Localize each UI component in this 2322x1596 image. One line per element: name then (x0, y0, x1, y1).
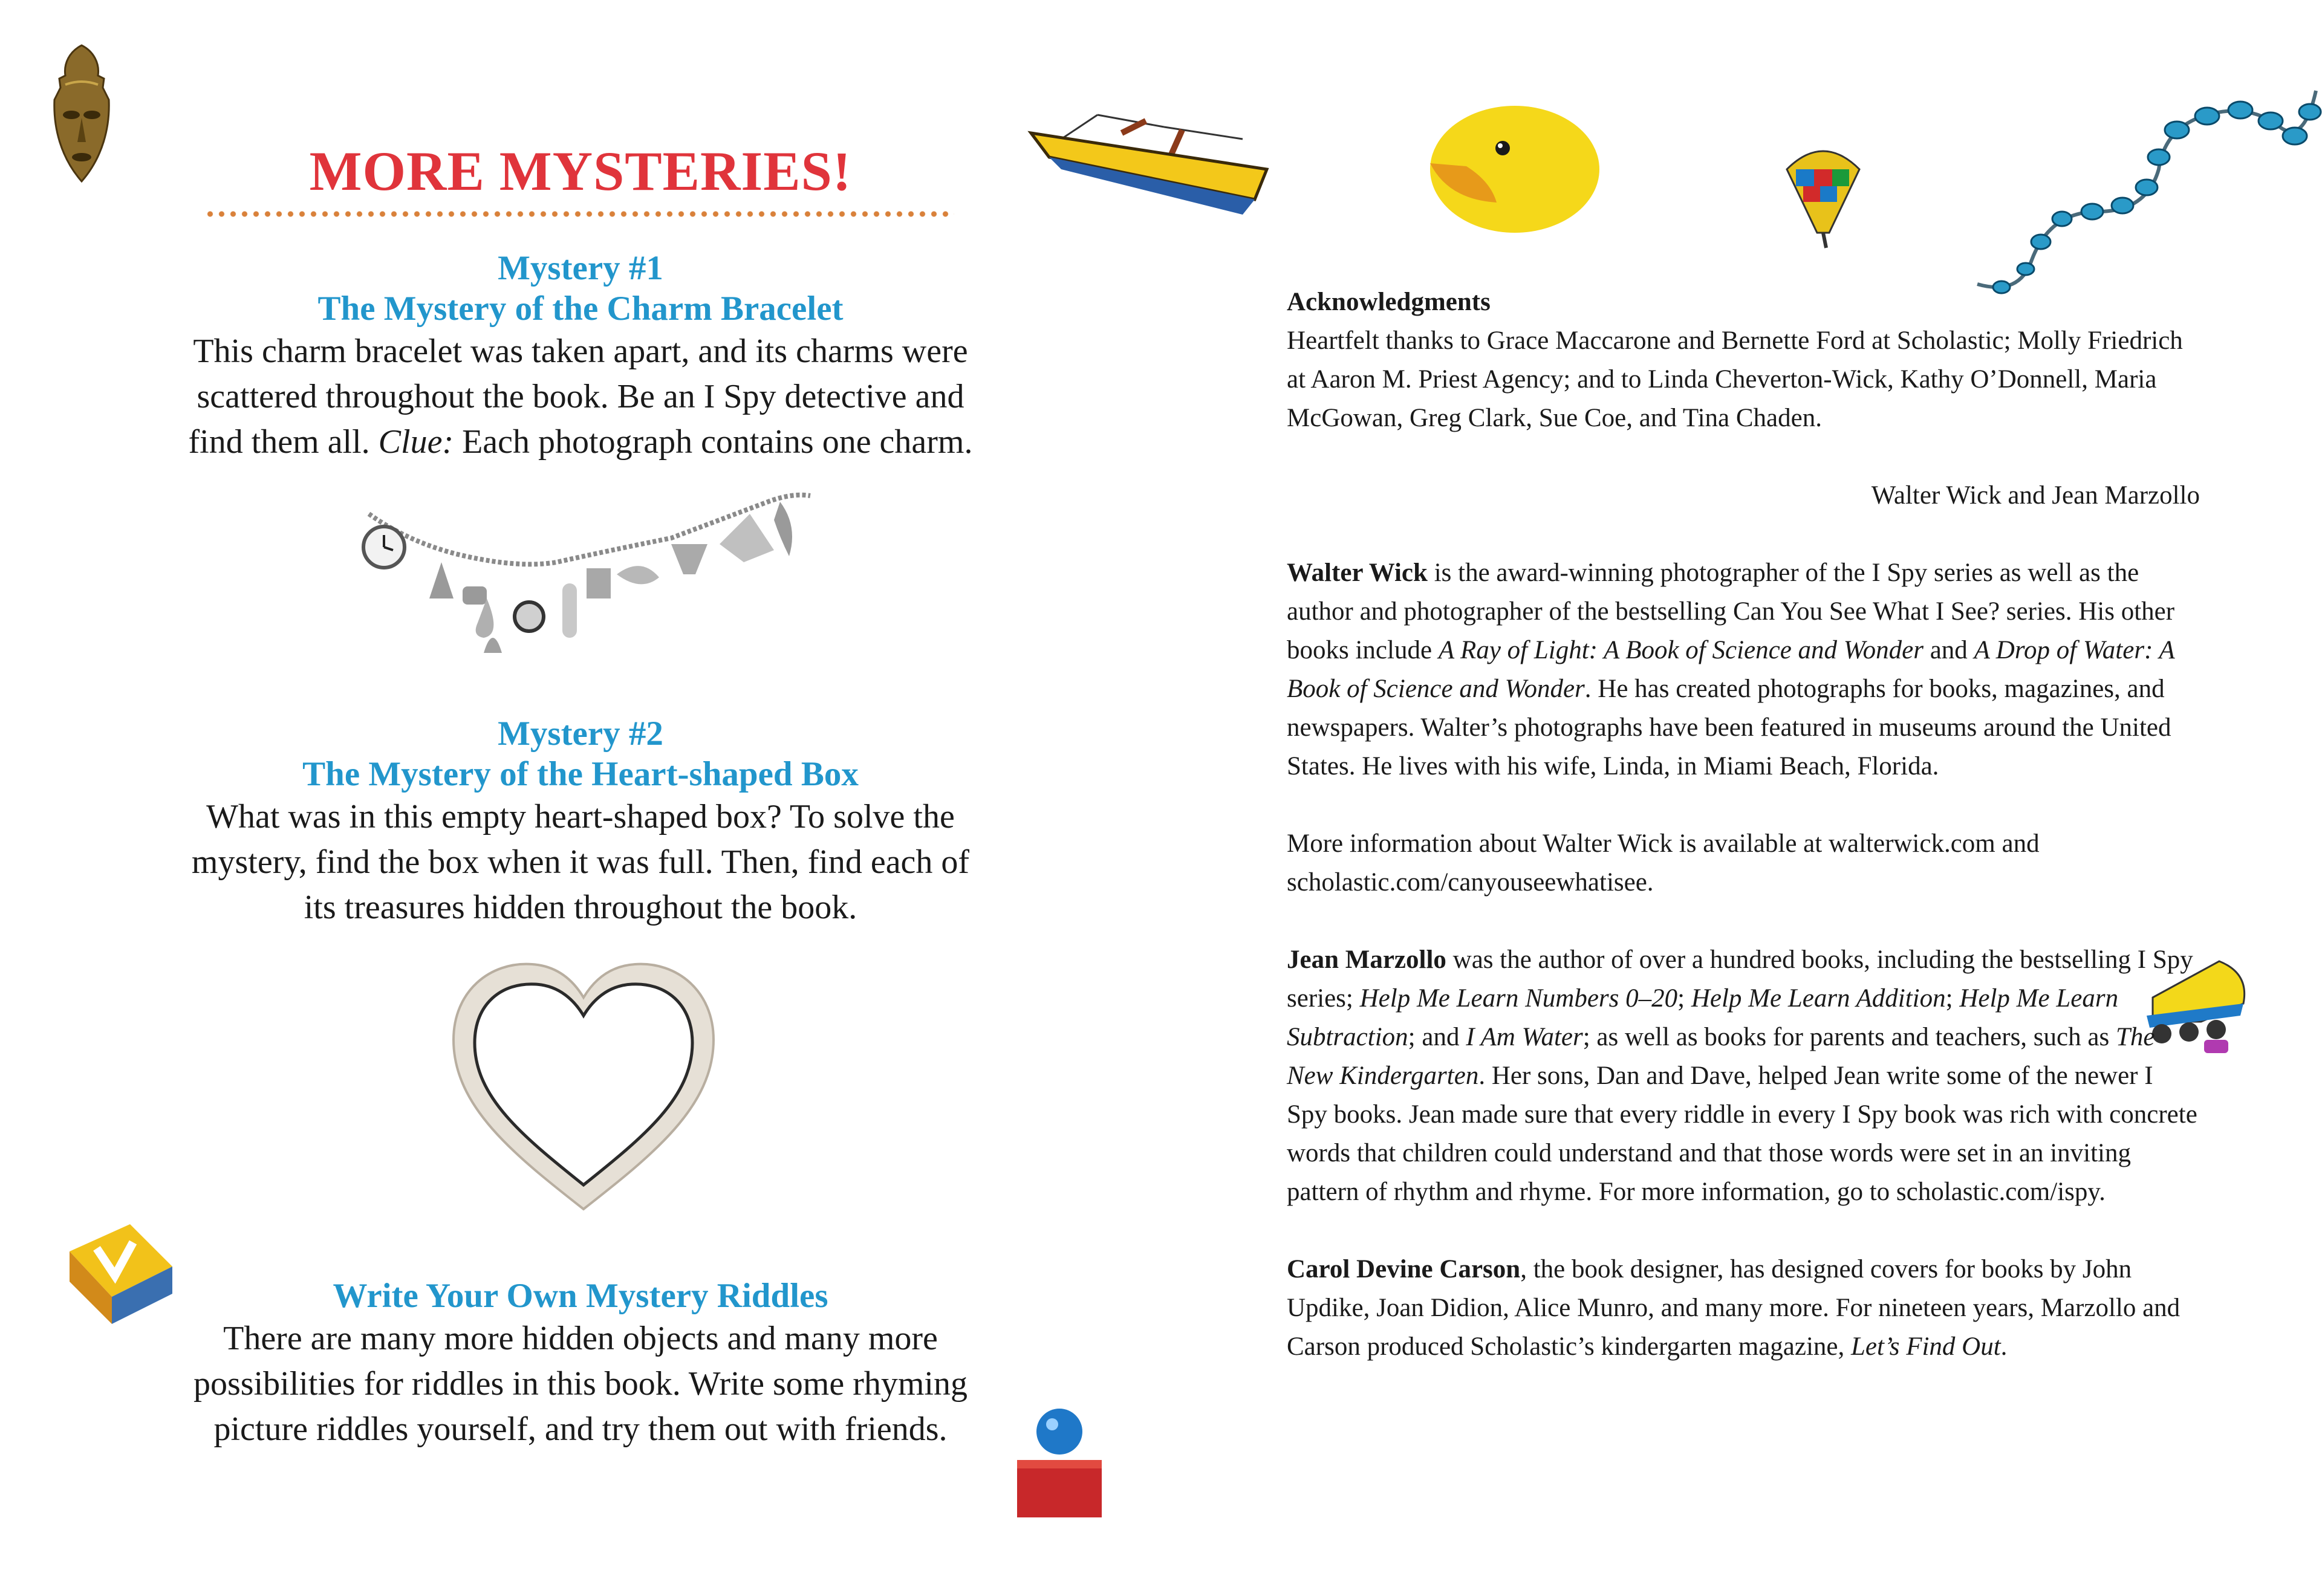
riddles-line-1: There are many more hidden objects and many more (223, 1320, 938, 1357)
bead-necklace-image (1965, 60, 2322, 308)
riddles-line-2: possibilities for riddles in this book. Write some rhyming (194, 1365, 968, 1403)
dotted-divider (204, 210, 954, 218)
mystery-1-title: The Mystery of the Charm Bracelet (317, 290, 844, 328)
mystery-2-line-1: What was in this empty heart-shaped box? To solve the (206, 798, 955, 835)
more-info-text: More information about Walter Wick is available at walterwick.com and scholastic.com/canyouseewhatisee. (1287, 829, 2040, 897)
page-title: MORE MYSTERIES! (309, 140, 852, 202)
charm-bracelet-image (357, 478, 822, 665)
jean-marzollo-bio: Jean Marzollo was the author of over a hundred books, including the bestselling I Spy series; Help Me Learn Numbers 0–20; Help Me Learn Addition; Help Me Learn Subtraction; and I Am Water; as well as books for parents and teachers, such as The New Kindergarten. Her sons, Dan and Dave, helped Jean write some of the newer I Spy books. Jean made sure that every riddle in every I Spy book was rich with concrete words that children could understand and that those words were set in an inviting pattern of rhythm and rhyme. For more information, go to scholastic.com/ispy. (1287, 946, 2197, 1206)
mystery-1-number: Mystery #1 (498, 249, 663, 287)
clue-label: Clue: (378, 423, 454, 461)
riddles-section (127, 1276, 1034, 1452)
marble-block-image (1010, 1403, 1113, 1523)
mystery-2-section (127, 713, 1034, 930)
mystery-2-line-3: its treasures hidden throughout the book. (304, 889, 857, 926)
mystery-1-line-3: find them all. Clue: Each photograph contains one charm. (188, 423, 973, 461)
acknowledgments-heading: Acknowledgments (1287, 288, 1491, 316)
right-text-column (1287, 283, 2200, 1366)
rubber-duck-image (1412, 91, 1605, 242)
carol-devine-carson-bio: Carol Devine Carson, the book designer, has designed covers for books by John Updike, Joan Didion, Alice Munro, and many more. For nineteen years, Marzollo and Carson produced Scholastic’s kindergarten magazine, Let’s Find Out. (1287, 1255, 2181, 1361)
mystery-1-line-1: This charm bracelet was taken apart, and its charms were (193, 332, 968, 370)
riddles-line-3: picture riddles yourself, and try them out with friends. (213, 1410, 948, 1448)
mystery-2-line-2: mystery, find the box when it was full. Then, find each of (191, 843, 970, 881)
signature: Walter Wick and Jean Marzollo (1871, 481, 2200, 510)
heart-box-image (441, 943, 726, 1227)
boat-image (1025, 103, 1279, 224)
acknowledgments-text: Heartfelt thanks to Grace Maccarone and Bernette Ford at Scholastic; Molly Friedrich at Aaron M. Priest Agency; and to Linda Cheverton-Wick, Kathy O’Donnell, Maria McGowan, Greg Clark, Sue Coe, and Tina Chaden. (1287, 326, 2183, 432)
spinning-top-image (1772, 133, 1875, 254)
mystery-1-section (127, 248, 1034, 465)
walter-wick-bio: Walter Wick is the award-winning photographer of the I Spy series as well as the author and photographer of the bestselling Can You See What I See? series. His other books include A Ray of Light: A Book of Science and Wonder and A Drop of Water: A Book of Science and Wonder. He has created photographs for books, magazines, and newspapers. Walter’s photographs have been featured in museums around the United States. He lives with his wife, Linda, in Miami Beach, Florida. (1287, 559, 2175, 780)
riddles-heading: Write Your Own Mystery Riddles (333, 1277, 828, 1315)
mystery-2-number: Mystery #2 (498, 715, 663, 753)
mystery-2-title: The Mystery of the Heart-shaped Box (302, 755, 859, 793)
mystery-1-line-2: scattered throughout the book. Be an I Spy detective and (197, 378, 964, 415)
right-page (1161, 0, 2322, 1596)
